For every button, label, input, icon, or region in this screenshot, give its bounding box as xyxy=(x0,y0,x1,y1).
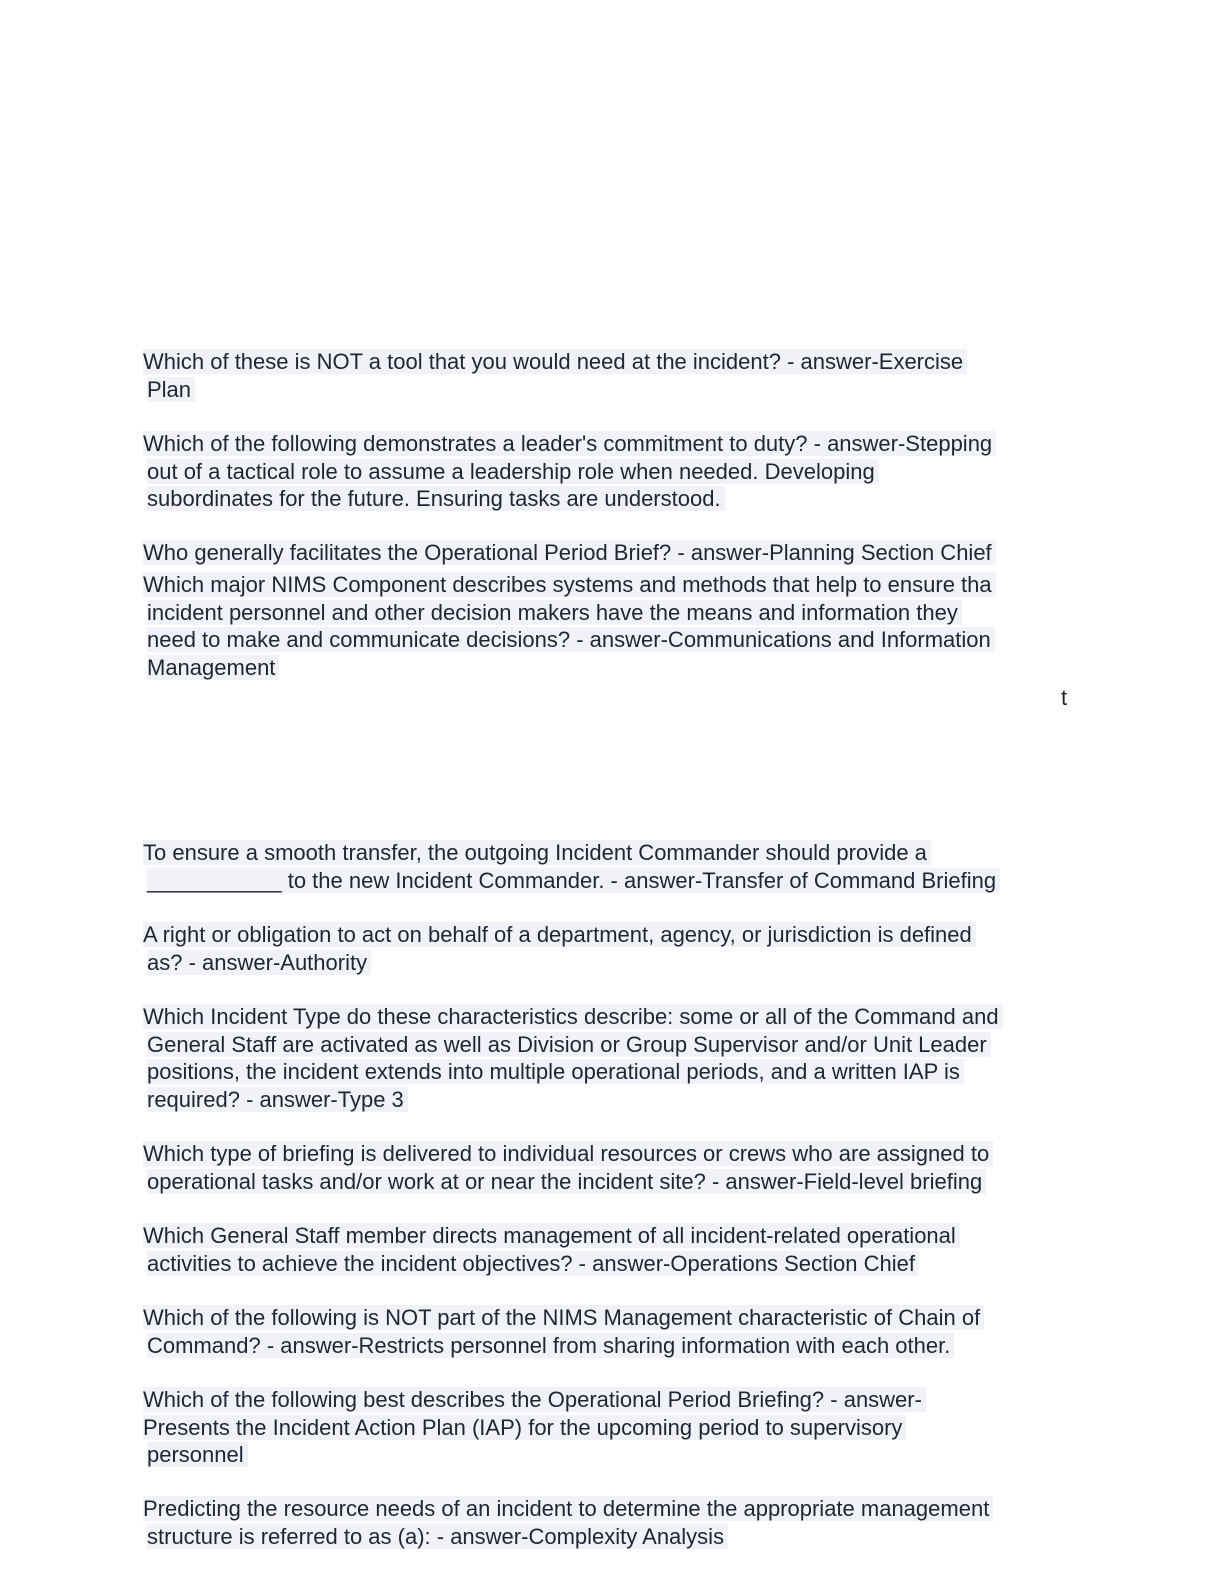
text-line: Plan xyxy=(143,376,1083,404)
text-line: structure is referred to as (a): - answer-Complexity Analysis xyxy=(143,1523,1083,1551)
text-line: A right or obligation to act on behalf of a department, agency, or jurisdiction is defined xyxy=(143,921,1083,949)
text-line: General Staff are activated as well as Division or Group Supervisor and/or Unit Leader xyxy=(143,1031,1083,1059)
qa-block-4 xyxy=(143,571,1083,681)
text-line: Who generally facilitates the Operational Period Brief? - answer-Planning Section Chief xyxy=(143,539,1083,567)
text-line: operational tasks and/or work at or near the incident site? - answer-Field-level briefing xyxy=(143,1168,1083,1196)
text-line: Predicting the resource needs of an incident to determine the appropriate management xyxy=(143,1495,1083,1523)
qa-block-3 xyxy=(143,539,1083,567)
text-line: incident personnel and other decision makers have the means and information they xyxy=(143,599,1083,627)
qa-block-9 xyxy=(143,1222,1083,1277)
text-line: Presents the Incident Action Plan (IAP) for the upcoming period to supervisory xyxy=(143,1414,1083,1442)
text-line: To ensure a smooth transfer, the outgoing Incident Commander should provide a xyxy=(143,839,1083,867)
text-line: Which Incident Type do these characteristics describe: some or all of the Command and xyxy=(143,1003,1083,1031)
qa-block-2 xyxy=(143,430,1083,513)
text-line: Which major NIMS Component describes systems and methods that help to ensure tha xyxy=(143,571,1083,599)
text-line: required? - answer-Type 3 xyxy=(143,1086,1083,1114)
text-line: ___________ to the new Incident Commander. - answer-Transfer of Command Briefing xyxy=(143,867,1083,895)
text-line: Which of the following is NOT part of the NIMS Management characteristic of Chain of xyxy=(143,1304,1083,1332)
qa-block-7 xyxy=(143,1003,1083,1113)
qa-block-10 xyxy=(143,1304,1083,1359)
qa-block-11 xyxy=(143,1386,1083,1469)
qa-block-5 xyxy=(143,839,1083,894)
stray-character: t xyxy=(1061,685,1068,710)
text-line: personnel xyxy=(143,1441,1083,1469)
qa-block-6 xyxy=(143,921,1083,976)
text-line: need to make and communicate decisions? - answer-Communications and Information xyxy=(143,626,1083,654)
text-line: Which type of briefing is delivered to individual resources or crews who are assigned to xyxy=(143,1140,1083,1168)
text-line: Management xyxy=(143,654,1083,682)
qa-block-12 xyxy=(143,1495,1083,1550)
text-line: subordinates for the future. Ensuring tasks are understood. xyxy=(143,485,1083,513)
text-line: Which of these is NOT a tool that you would need at the incident? - answer-Exercise xyxy=(143,348,1083,376)
qa-block-1 xyxy=(143,348,1083,403)
text-line: Which of the following best describes the Operational Period Briefing? - answer- xyxy=(143,1386,1083,1414)
text-line: out of a tactical role to assume a leadership role when needed. Developing xyxy=(143,458,1083,486)
text-line: positions, the incident extends into multiple operational periods, and a written IAP is xyxy=(143,1058,1083,1086)
text-line: Which of the following demonstrates a leader's commitment to duty? - answer-Stepping xyxy=(143,430,1083,458)
text-line: Command? - answer-Restricts personnel from sharing information with each other. xyxy=(143,1332,1083,1360)
text-line: activities to achieve the incident objectives? - answer-Operations Section Chief xyxy=(143,1250,1083,1278)
text-line: Which General Staff member directs management of all incident-related operational xyxy=(143,1222,1083,1250)
qa-block-8 xyxy=(143,1140,1083,1195)
text-line: as? - answer-Authority xyxy=(143,949,1083,977)
